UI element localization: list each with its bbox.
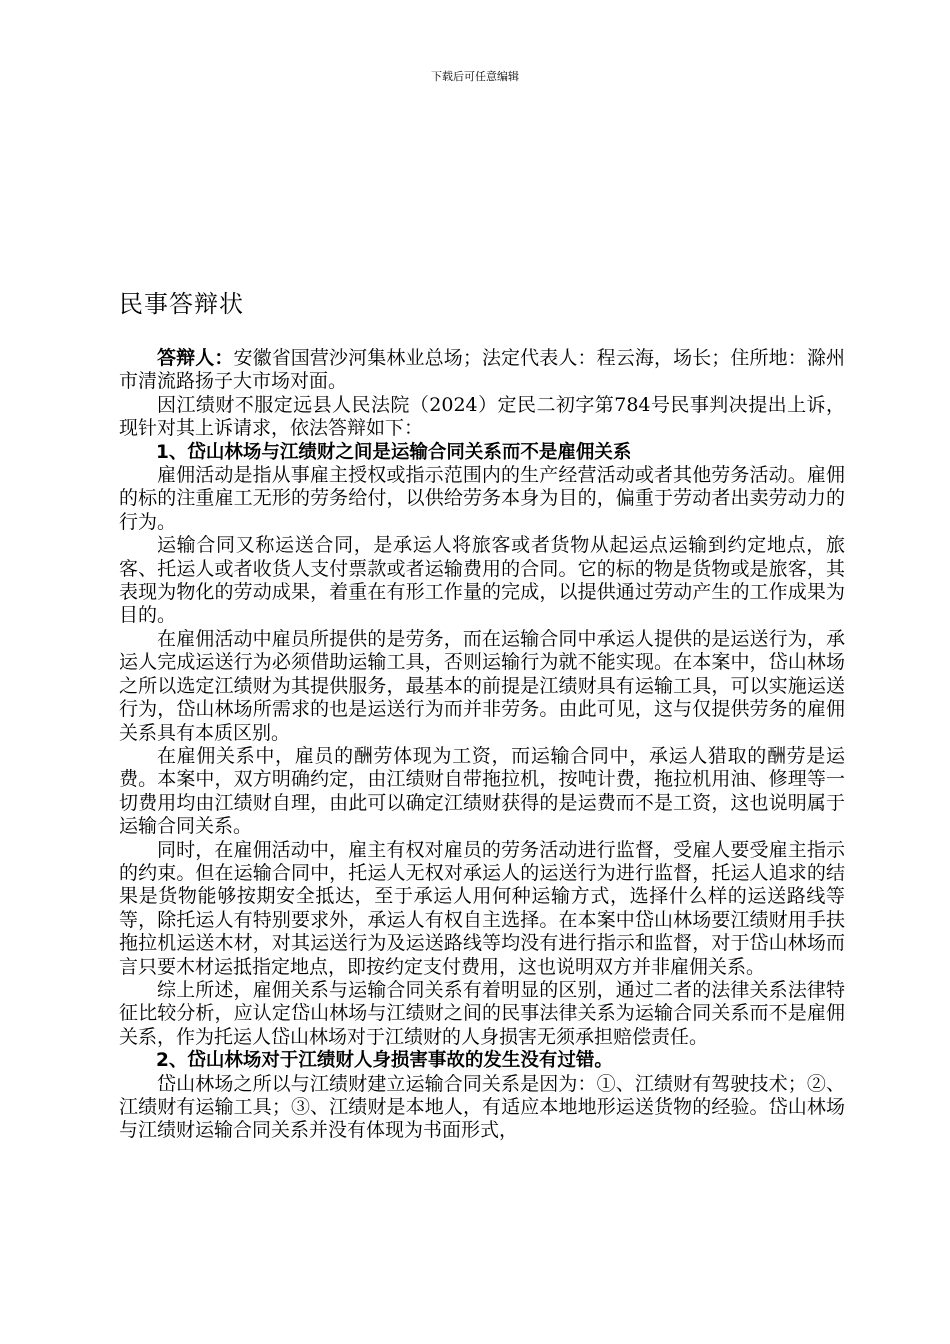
header-note: 下载后可任意编辑 bbox=[431, 70, 519, 83]
document-body bbox=[119, 347, 845, 1143]
paragraph: 运输合同又称运送合同，是承运人将旅客或者货物从起运点运输到约定地点，旅客、托运人或者收货人支付票款或者运输费用的合同。它的标的物是货物或是旅客，其表现为物化的劳动成果，着重在有形工作量的完成，以提供通过劳动产生的工作成果为目的。 bbox=[119, 534, 845, 627]
respondent-label: 答辩人： bbox=[157, 347, 234, 369]
paragraph: 雇佣活动是指从事雇主授权或指示范围内的生产经营活动或者其他劳务活动。雇佣的标的注重雇工无形的劳务给付，以供给劳务本身为目的，偏重于劳动者出卖劳动力的行为。 bbox=[119, 464, 845, 533]
paragraph: 在雇佣关系中，雇员的酬劳体现为工资，而运输合同中，承运人猎取的酬劳是运费。本案中，双方明确约定，由江绩财自带拖拉机，按吨计费，拖拉机用油、修理等一切费用均由江绩财自理，由此可以确定江绩财获得的是运费而不是工资，这也说明属于运输合同关系。 bbox=[119, 744, 845, 838]
section-heading-1: 1、岱山林场与江绩财之间是运输合同关系而不是雇佣关系 bbox=[156, 441, 632, 463]
paragraph: 岱山林场之所以与江绩财建立运输合同关系是因为：①、江绩财有驾驶技术；②、江绩财有运输工具；③、江绩财是本地人，有适应本地地形运送货物的经验。岱山林场与江绩财运输合同关系并没有体现为书面形式， bbox=[119, 1072, 845, 1142]
paragraph-intro: 因江绩财不服定远县人民法院（2024）定民二初字第784号民事判决提出上诉，现针对其上诉请求，依法答辩如下： bbox=[119, 393, 845, 440]
document-title: 民事答辩状 bbox=[119, 290, 244, 318]
respondent-text: 安徽省国营沙河集林业总场；法定代表人：程云海，场长；住所地：滁州市清流路扬子大市场对面。 bbox=[119, 347, 845, 393]
respondent-paragraph bbox=[119, 347, 845, 394]
paragraph: 在雇佣活动中雇员所提供的是劳务，而在运输合同中承运人提供的是运送行为，承运人完成运送行为必须借助运输工具，否则运输行为就不能实现。在本案中，岱山林场之所以选定江绩财为其提供服务，最基本的前提是江绩财具有运输工具，可以实施运送行为，岱山林场所需求的也是运送行为而并非劳务。由此可见，这与仅提供劳务的雇佣关系具有本质区别。 bbox=[119, 627, 845, 744]
paragraph: 同时，在雇佣活动中，雇主有权对雇员的劳务活动进行监督，受雇人要受雇主指示的约束。但在运输合同中，托运人无权对承运人的运送行为进行监督，托运人追求的结果是货物能够按期安全抵达，至于承运人用何种运输方式，选择什么样的运送路线等等，除托运人有特别要求外，承运人有权自主选择。在本案中岱山林场要江绩财用手扶拖拉机运送木材，对其运送行为及运送路线等均没有进行指示和监督，对于岱山林场而言只要木材运抵指定地点，即按约定支付费用，这也说明双方并非雇佣关系。 bbox=[119, 838, 845, 978]
section-heading-2: 2、岱山林场对于江绩财人身损害事故的发生没有过错。 bbox=[156, 1050, 613, 1072]
paragraph-summary: 综上所述，雇佣关系与运输合同关系有着明显的区别，通过二者的法律关系法律特征比较分析，应认定岱山林场与江绩财之间的民事法律关系为运输合同关系而不是雇佣关系，作为托运人岱山林场对于江绩财的人身损害无须承担赔偿责任。 bbox=[119, 978, 845, 1048]
